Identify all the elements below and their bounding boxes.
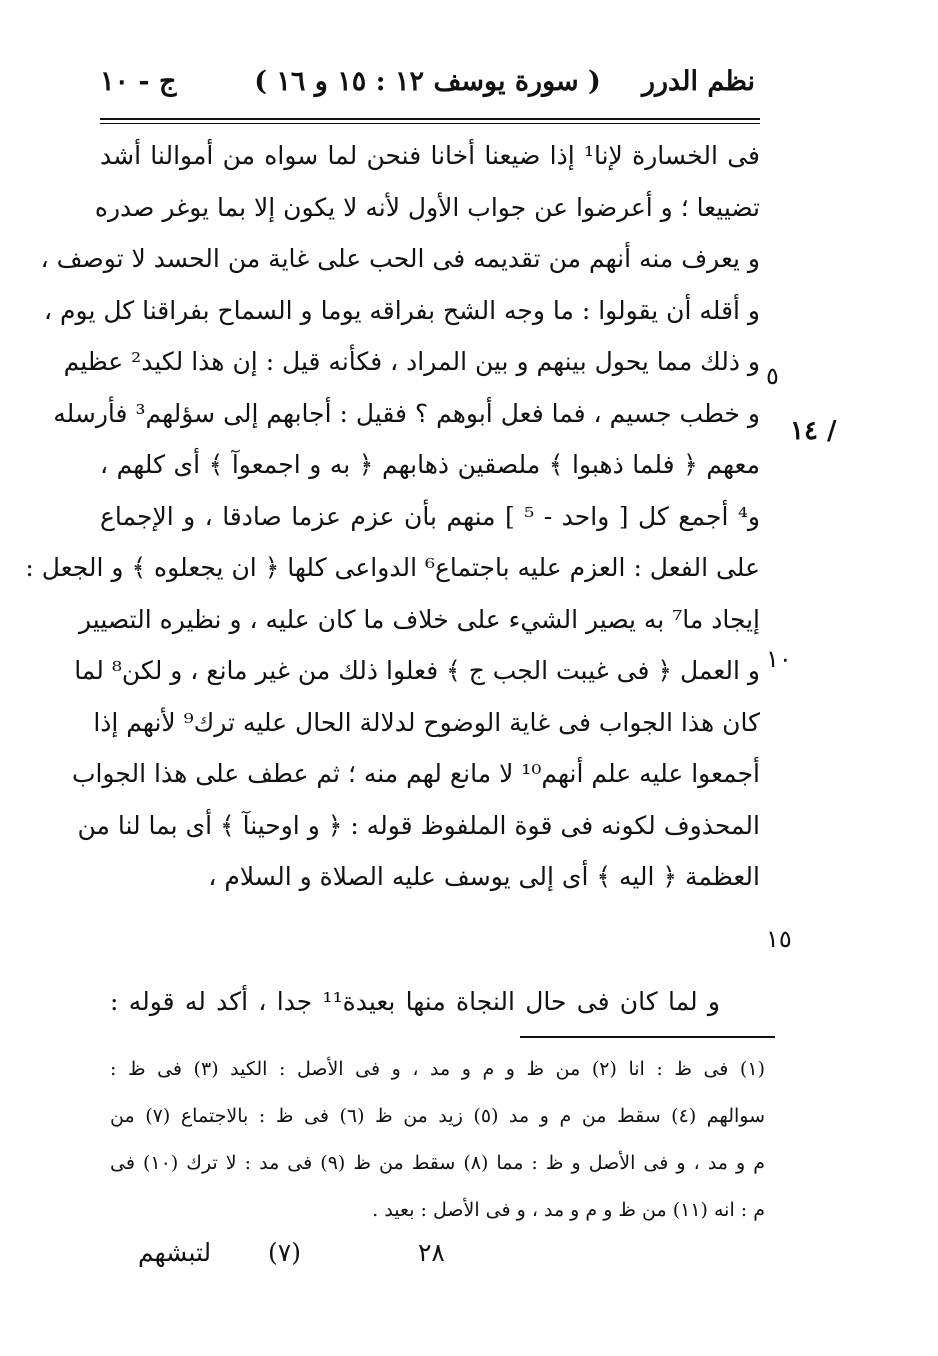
text-line: و العمل ﴿ فى غيبت الجب ج ﴾ فعلوا ذلك من غير مانع ، و لكن⁸ لما <box>74 656 760 685</box>
text-line: كان هذا الجواب فى غاية الوضوح لدلالة الحال عليه ترك⁹ لأنهم إذا <box>93 707 760 737</box>
text-line: معهم ﴿ فلما ذهبوا ﴾ ملصقين ذهابهم ﴿ به و اجمعوآ ﴾ أى كلهم ، <box>100 450 760 479</box>
text-line: و ذلك مما يحول بينهم و بين المراد ، فكأنه قيل : إن هذا لكيد² عظيم <box>63 347 760 376</box>
page-number: ٢٨ <box>418 1238 445 1267</box>
text-line: و خطب جسيم ، فما فعل أبوهم ؟ فقيل : أجابهم إلى سؤلهم³ فأرسله <box>53 398 760 428</box>
closing-line: و لما كان فى حال النجاة منها بعيدة¹¹ جدا ، أكد له قوله : <box>110 987 720 1016</box>
text-line: إيجاد ما⁷ به يصير الشيء على خلاف ما كان عليه ، و نظيره التصيير <box>79 604 760 634</box>
line-number-10: ١٠ <box>766 645 792 673</box>
book-title: نظم الدرر <box>641 66 755 97</box>
text-line: تضييعا ؛ و أعرضوا عن جواب الأول لأنه لا يكون إلا بما يوغر صدره <box>94 192 760 222</box>
footnote-line: م : انه (١١) من ظ و م و مد ، و فى الأصل : بعيد . <box>372 1199 765 1221</box>
catchword: لتبشهم <box>138 1238 212 1267</box>
text-line: و⁴ أجمع كل [ واحد - ⁵ ] منهم بأن عزم عزما صادقا ، و الإجماع <box>100 501 760 531</box>
header-rule <box>100 118 760 120</box>
footnote-rule <box>520 1036 775 1038</box>
header-rule-thin <box>100 123 760 124</box>
volume-number: ج - ١٠ <box>100 66 177 97</box>
text-line: أجمعوا عليه علم أنهم¹⁰ لا مانع لهم منه ؛ ثم عطف على هذا الجواب <box>71 759 760 788</box>
footnote-line: سوالهم (٤) سقط من م و مد (٥) زيد من ظ (٦) فى ظ : بالاجتماع (٧) من <box>110 1105 765 1127</box>
text-line: فى الخسارة لإنا¹ إذا ضيعنا أخانا فنحن لما سواه من أموالنا أشد <box>100 141 760 170</box>
text-line: و أقله أن يقولوا : ما وجه الشح بفراقه يوما و السماح بفراقنا كل يوم ، <box>44 295 760 325</box>
footnotes <box>110 1046 765 1234</box>
main-text <box>25 130 760 903</box>
text-line: و يعرف منه أنهم من تقديمه فى الحب على غاية من الحسد لا توصف ، <box>40 244 760 273</box>
page-header <box>100 62 755 106</box>
text-line: العظمة ﴿ اليه ﴾ أى إلى يوسف عليه الصلاة و السلام ، <box>208 862 760 891</box>
line-number-15: ١٥ <box>766 925 792 953</box>
footnote-line: م و مد ، و فى الأصل و ظ : مما (٨) سقط من ظ (٩) فى مد : لا ترك (١٠) فى <box>110 1152 766 1174</box>
text-line: المحذوف لكونه فى قوة الملفوظ قوله : ﴿ و اوحينآ ﴾ أى بما لنا من <box>77 810 760 840</box>
text-line: على الفعل : العزم عليه باجتماع⁶ الدواعى كلها ﴿ ان يجعلوه ﴾ و الجعل : <box>25 553 760 582</box>
signature-mark: (٧) <box>268 1238 301 1267</box>
margin-page-marker: ١٤ / <box>790 416 837 446</box>
line-number-5: ٥ <box>766 362 779 390</box>
surah-reference: ( سورة يوسف ١٢ : ١٥ و ١٦ ) <box>254 66 601 97</box>
footnote-line: (١) فى ظ : انا (٢) من ظ و م و مد ، و فى الأصل : الكيد (٣) فى ظ : <box>110 1058 765 1080</box>
